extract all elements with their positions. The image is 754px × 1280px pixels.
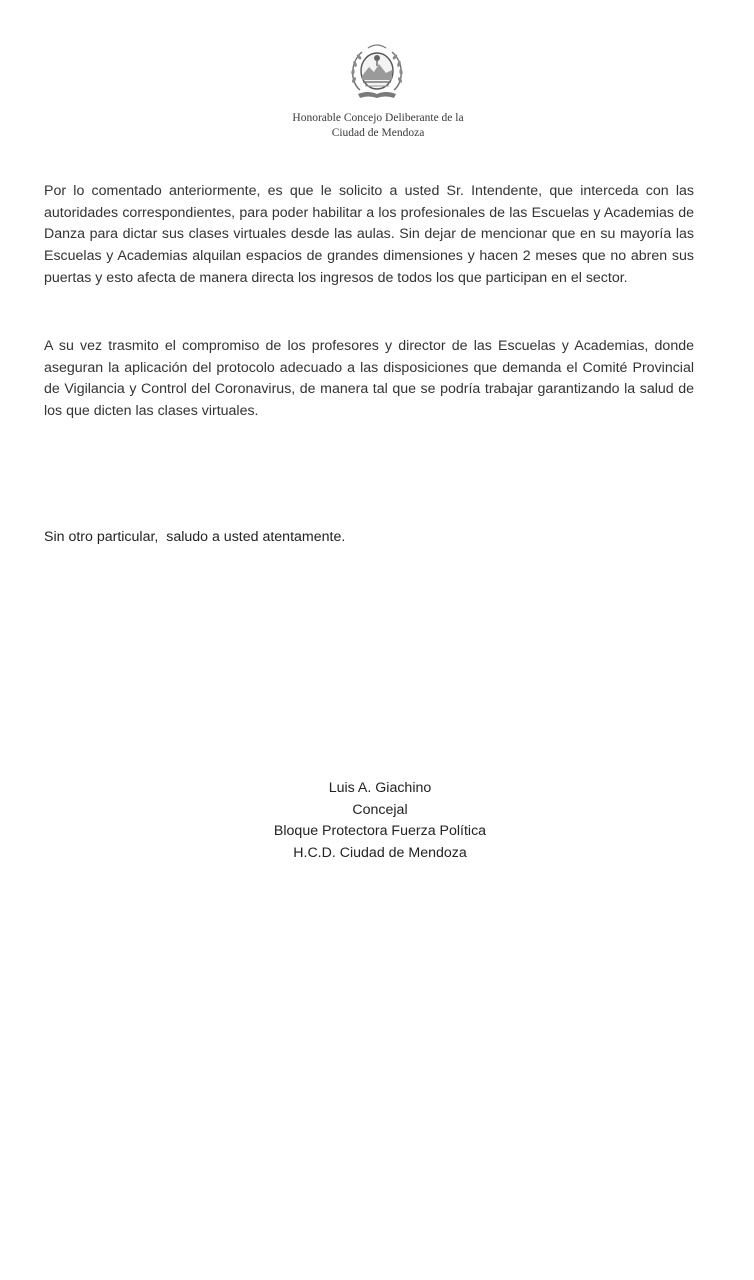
paragraph-commitment (44, 336, 694, 423)
paragraph-request (44, 181, 694, 290)
institution-name (0, 111, 754, 141)
letterhead (0, 40, 754, 141)
signer-name: Luis A. Giachino (328, 780, 432, 796)
closing-salutation: Sin otro particular, saludo a usted atentamente. (44, 529, 346, 545)
signature-block (0, 778, 754, 864)
coat-of-arms-icon (346, 40, 408, 104)
paragraph-1-text: Por lo comentado anteriormente, es que le solicito a usted Sr. Intendente, que interceda con las autoridades correspondientes, para poder habilitar a los profesionales de las Escuelas y Academias de Danza para dictar sus clases virtuales desde las aulas. Sin dejar de mencionar que en su mayoría las Escuelas y Academias alquilan espacios de grandes dimensiones y hacen 2 meses que no abren sus puertas y esto afecta de manera directa los ingresos de todos los que participan en el sector. (44, 183, 694, 286)
signer-body: H.C.D. Ciudad de Mendoza (293, 844, 467, 861)
signer-role: Concejal (352, 801, 408, 818)
signer-bloc: Bloque Protectora Fuerza Política (273, 823, 487, 839)
institution-line-2: Ciudad de Mendoza (331, 127, 425, 139)
institution-line-1: Honorable Concejo Deliberante de la (292, 112, 464, 124)
paragraph-2-text: A su vez trasmito el compromiso de los profesores y director de las Escuelas y Academias, donde aseguran la aplicación del protocolo adecuado a las disposiciones que demanda el Comité Provincial de Vigilancia y Control del Coronavirus, de manera tal que se podría trabajar garantizando la salud de los que dicten las clases virtuales. (44, 338, 694, 420)
